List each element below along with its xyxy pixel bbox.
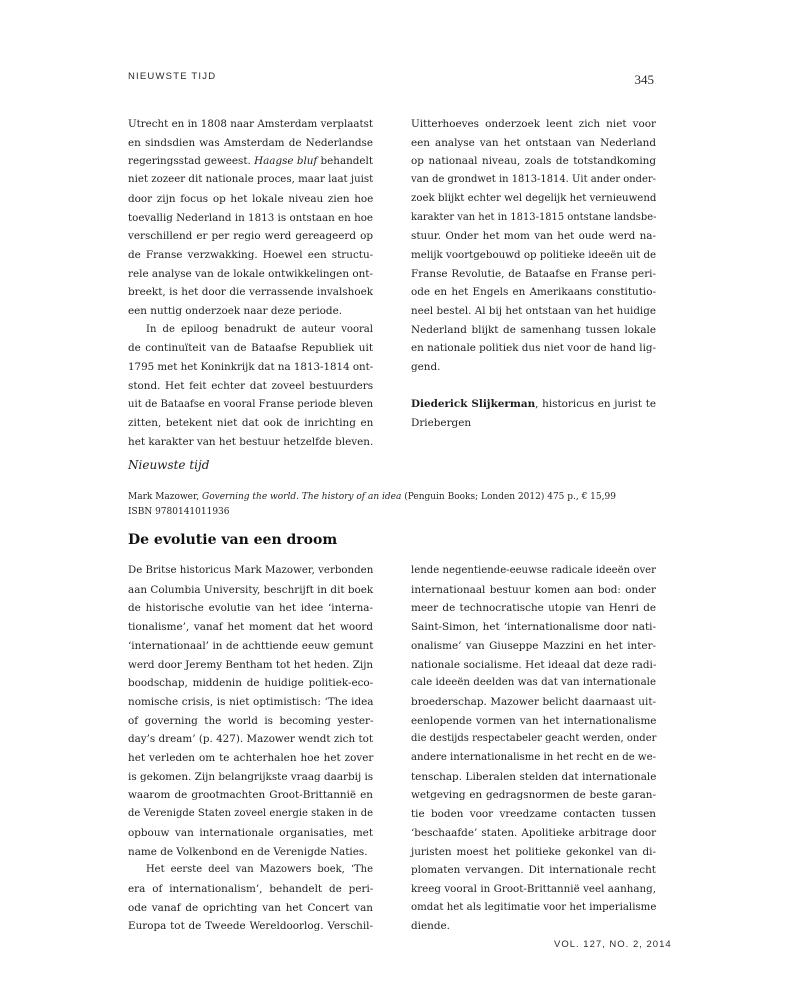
- text-line: broederschap. Mazower belicht daarnaast uit-: [411, 695, 657, 708]
- book-title: Haagse bluf: [254, 155, 318, 168]
- text-line: ‘internationaal’ in de achttiende eeuw gemunt: [128, 639, 374, 652]
- text-line: het karakter van het bestuur hetzelfde bleven.: [128, 435, 374, 448]
- text-line: diende.: [411, 920, 450, 933]
- text-line: van de grondwet in 1813-1814. Uit ander onder-: [411, 174, 656, 186]
- paragraph: [128, 321, 373, 452]
- text-line: een nuttig onderzoek naar deze periode.: [128, 305, 343, 318]
- text-line: tie boden voor vreedzame contacten tussen: [411, 808, 656, 821]
- text-line: omdat het als legitimatie voor het imperialisme: [411, 901, 657, 913]
- text-line: en sindsdien was Amsterdam de Nederlandse: [128, 136, 373, 149]
- text-line: de historische evolutie van het idee ‘interna-: [128, 602, 373, 615]
- text-line: Saint-Simon, het ‘internationalisme door nati-: [411, 621, 656, 634]
- book-title: Governing the world. The history of an idea: [202, 492, 402, 502]
- text-line: niet zozeer dit nationale proces, maar laat juist: [128, 174, 374, 186]
- text-line: eenlopende vormen van het internationalisme: [411, 714, 657, 727]
- text-fragment: behandelt: [317, 155, 373, 168]
- review1-right-column: [411, 115, 656, 432]
- text-line: uit de Bataafse en vooral Franse periode bleven: [128, 398, 374, 410]
- review2-left-column: [128, 562, 373, 936]
- journal-volume-footer: VOL. 127, NO. 2, 2014: [554, 939, 672, 950]
- review1-left-column: [128, 115, 373, 452]
- text-line: Nederland blijkt de samenhang tussen lokale: [411, 323, 656, 336]
- text-line: werd door Jeremy Bentham tot het heden. Zijn: [128, 658, 374, 671]
- text-line: breekt, is het door die verrassende invalshoek: [128, 286, 374, 299]
- signature-line: [411, 395, 656, 414]
- text-line: era of internationalism’, behandelt de peri-: [128, 882, 374, 895]
- text-line: gend.: [411, 361, 441, 374]
- text-line: opbouw van internationale organisaties, met: [128, 826, 373, 839]
- text-line: nationale socialisme. Het ideaal dat deze radi-: [411, 658, 657, 671]
- text-line: het verleden om te achterhalen hoe het zover: [128, 752, 374, 765]
- text-line: onalisme’ van Giuseppe Mazzini en het inter-: [411, 639, 657, 652]
- reviewer-name: Diederick Slijkerman: [411, 397, 536, 410]
- text-line: ode en het Engels en Amerikaans constitutio-: [411, 286, 656, 299]
- text-line: Het eerste deel van Mazowers boek, ‘The: [146, 864, 373, 876]
- text-line: karakter van het in 1813-1815 ontstane landsbe-: [411, 211, 657, 223]
- text-line: de continuïteit van de Bataafse Republiek uit: [128, 342, 373, 355]
- text-line: nomische crisis, is niet optimistisch: ‘The idea: [128, 695, 374, 708]
- text-line: kreeg vooral in Groot-Brittannië veel aanhang,: [411, 882, 656, 895]
- page-number: 345: [634, 72, 654, 87]
- text-line: waarom de grootmachten Groot-Brittannië en: [128, 789, 373, 802]
- paragraph: [128, 562, 373, 861]
- text-line: op nationaal niveau, zoals de totstandkoming: [411, 155, 656, 168]
- paragraph: [411, 115, 656, 377]
- reviewer-location: Driebergen: [411, 416, 472, 429]
- text-line: day’s dream’ (p. 427). Mazower wendt zich tot: [128, 733, 373, 746]
- text-line: neel bestel. Al bij het ontstaan van het huidige: [411, 305, 656, 318]
- running-head: NIEUWSTE TIJD: [128, 71, 217, 82]
- text-line: is gekomen. Zijn belangrijkste vraag daarbij is: [128, 770, 374, 783]
- reviewer-affiliation: , historicus en jurist te: [535, 397, 657, 410]
- text-line: Utrecht en in 1808 naar Amsterdam verplaatst: [128, 118, 373, 130]
- text-line: of governing the world is becoming yester-: [128, 714, 374, 727]
- text-line: meer de technocratische utopie van Henri de: [411, 602, 656, 615]
- text-line: Europa tot de Tweede Wereldoorlog. Verschil-: [128, 920, 373, 933]
- text-line-with-title: [128, 152, 373, 171]
- book-publisher: (Penguin Books; Londen 2012) 475 p., € 15,99: [401, 492, 616, 502]
- text-line: In de epiloog benadrukt de auteur vooral: [146, 323, 373, 335]
- text-line: een analyse van het ontstaan van Nederland: [411, 136, 656, 149]
- text-line: ode vanaf de oprichting van het Concert van: [128, 901, 373, 914]
- reviewer-signature: [411, 395, 656, 432]
- biblio-line: [128, 490, 648, 505]
- text-line: boodschap, middenin de huidige politiek-eco-: [128, 677, 374, 690]
- text-line: tenschap. Liberalen stelden dat internationale: [411, 770, 657, 783]
- text-line: wetgeving en gedragsnormen de beste garan-: [411, 789, 656, 802]
- text-line: ‘beschaafde’ staten. Apolitieke arbitrage door: [411, 826, 657, 839]
- paragraph: [411, 562, 656, 936]
- text-line: aan Columbia University, beschrijft in dit boek: [128, 583, 374, 596]
- text-line: De Britse historicus Mark Mazower, verbonden: [128, 565, 374, 576]
- text-line: melijk voortgebouwd op politieke ideeën uit de: [411, 248, 657, 261]
- text-line: stond. Het feit echter dat zoveel bestuurders: [128, 379, 374, 392]
- text-line: toevallig Nederland in 1813 is ontstaan en hoe: [128, 211, 373, 224]
- bibliographic-entry: [128, 490, 648, 519]
- review-title: De evolutie van een droom: [128, 532, 338, 548]
- text-line: die destijds respectabeler geacht werden, onder: [411, 733, 657, 745]
- text-line: de Franse verzwakking. Hoewel een structu-: [128, 248, 374, 261]
- text-line: cale ideeën deelden was dat van internationale: [411, 677, 656, 689]
- text-line: internationaal bestuur komen aan bod: onder: [411, 583, 656, 596]
- text-line: lende negentiende-eeuwse radicale ideeën over: [411, 565, 656, 576]
- paragraph: [128, 115, 373, 321]
- review2-right-column: [411, 562, 656, 936]
- paragraph: [128, 861, 373, 936]
- text-line: zitten, betekent niet dat ook de inrichting en: [128, 417, 374, 430]
- text-line: en nationale politiek dus niet voor de hand lig-: [411, 342, 656, 355]
- text-line: juristen moest het politieke gekonkel van di-: [411, 845, 656, 858]
- book-author: Mark Mazower,: [128, 492, 203, 502]
- text-line: andere internationalisme in het recht en de we-: [411, 752, 656, 764]
- text-fragment: regeringsstad geweest.: [128, 155, 255, 168]
- text-line: rele analyse van de lokale ontwikkelingen ont-: [128, 267, 373, 280]
- text-line: Uitterhoeves onderzoek leent zich niet voor: [411, 118, 656, 130]
- text-line: tionalisme’, vanaf het moment dat het woord: [128, 621, 373, 634]
- section-title: Nieuwste tijd: [128, 458, 210, 472]
- text-line: plomaten vervangen. Dit internationale recht: [411, 864, 656, 877]
- text-line: 1795 met het Koninkrijk dat na 1813-1814 ont-: [128, 361, 374, 374]
- text-line: door zijn focus op het lokale niveau zien hoe: [128, 192, 374, 205]
- text-line: name de Volkenbond en de Verenigde Naties.: [128, 845, 368, 858]
- text-line: de Verenigde Staten zoveel energie staken in de: [128, 808, 373, 820]
- text-line: stuur. Onder het mom van het oude werd na-: [411, 230, 656, 243]
- text-line: Franse Revolutie, de Bataafse en Franse peri-: [411, 267, 656, 280]
- text-line: verschillend er per regio werd gereageerd op: [128, 230, 373, 243]
- book-isbn: ISBN 9780141011936: [128, 506, 230, 517]
- text-line: zoek blijkt echter wel degelijk het vernieuwend: [411, 192, 657, 204]
